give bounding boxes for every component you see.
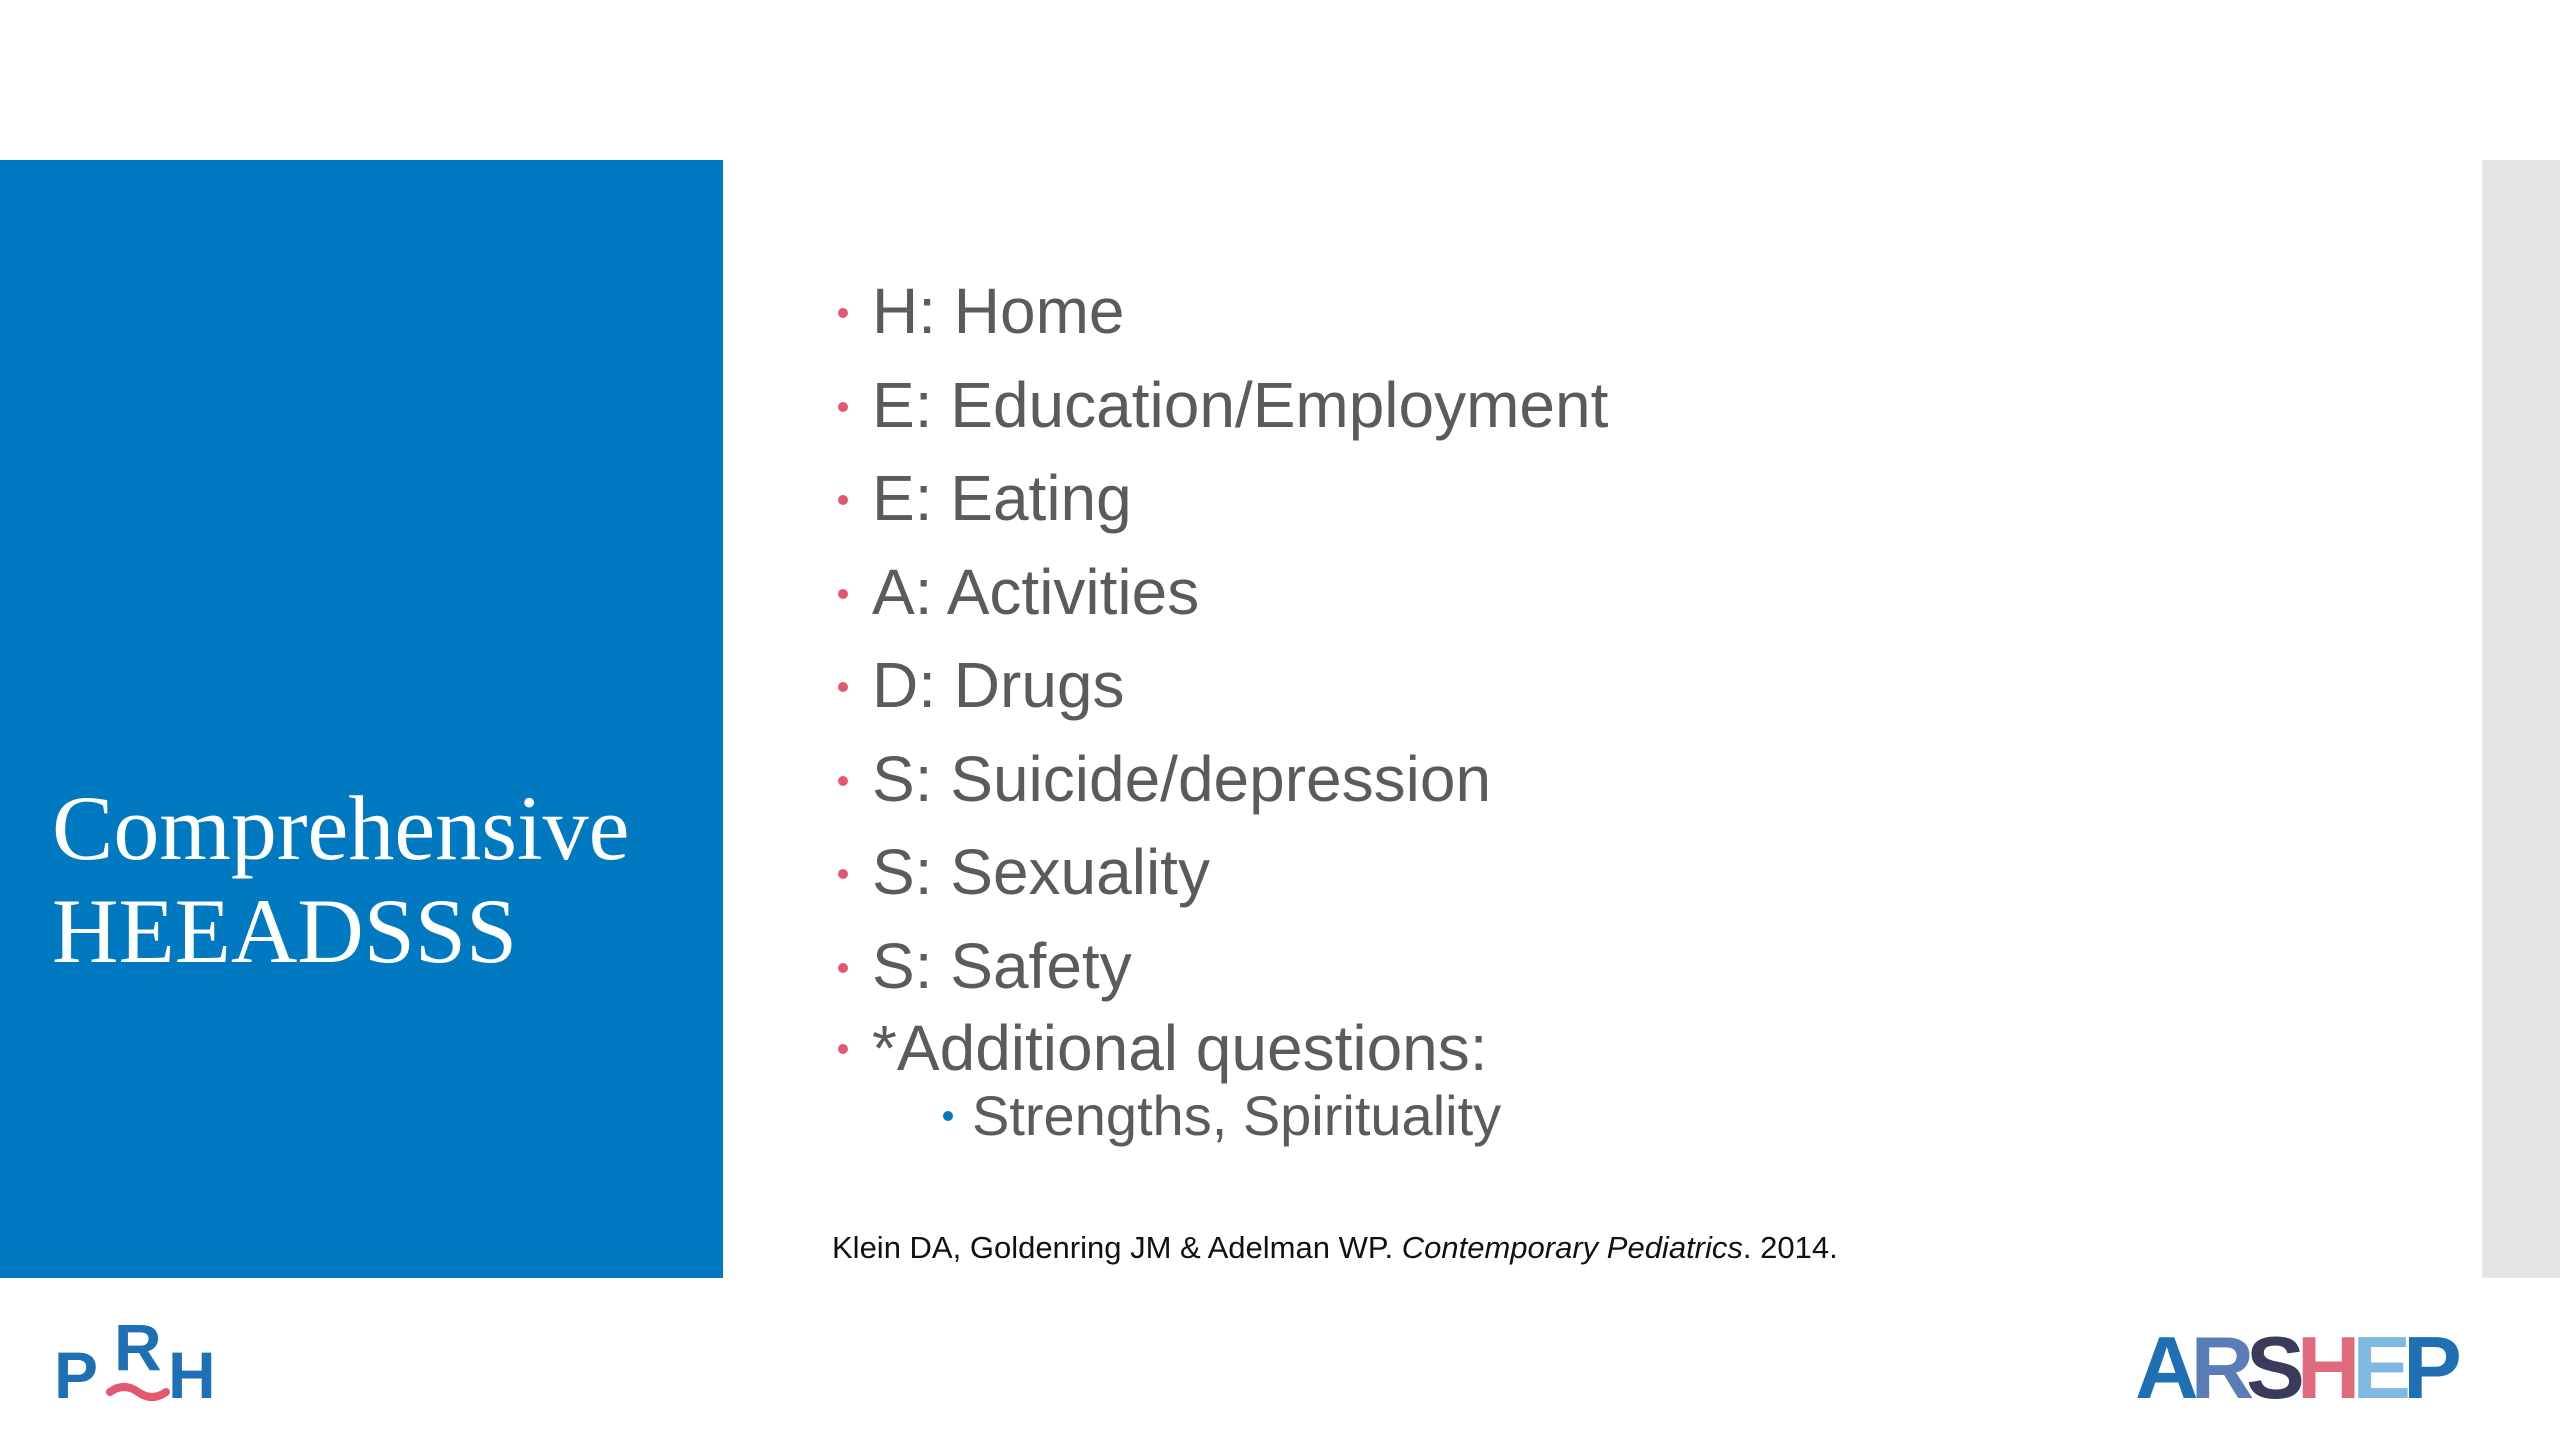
citation-journal: Contemporary Pediatrics: [1401, 1230, 1743, 1265]
bullet-dot-icon: [838, 776, 848, 786]
right-decorative-strip: [2482, 160, 2560, 1278]
bullet-dot-icon: [838, 308, 848, 318]
arshep-logo-letter-p: P: [2403, 1318, 2454, 1417]
prh-logo-letter-h: H: [168, 1338, 216, 1412]
citation-authors: Klein DA, Goldenring JM & Adelman WP.: [832, 1230, 1402, 1265]
prh-logo-wave: [110, 1387, 166, 1397]
title-panel: [0, 160, 723, 1278]
bullet-dot-icon: [838, 963, 848, 973]
slide-title: [52, 777, 692, 983]
citation-year: . 2014.: [1742, 1230, 1838, 1265]
bullet-list: [830, 265, 1608, 1149]
sub-bullet-text: Strengths, Spirituality: [972, 1084, 1502, 1147]
prh-logo-letter-p: P: [54, 1338, 99, 1412]
bullet-text: D: Drugs: [872, 649, 1125, 721]
bullet-dot-icon: [838, 495, 848, 505]
bullet-text: H: Home: [872, 275, 1125, 347]
slide-title-line-1: Comprehensive: [52, 777, 630, 879]
bullet-text: S: Sexuality: [872, 836, 1210, 908]
bullet-item-eating: [830, 452, 1608, 546]
prh-logo: [52, 1310, 242, 1410]
bullet-dot-icon: [838, 869, 848, 879]
bullet-text: S: Suicide/depression: [872, 742, 1492, 815]
arshep-logo-letter-h: H: [2296, 1318, 2353, 1417]
bullet-item-suicide: [830, 733, 1608, 827]
bullet-item-home: [830, 265, 1608, 359]
bullet-item-sexuality: [830, 826, 1608, 920]
bullet-text: A: Activities: [872, 555, 1200, 628]
bullet-item-safety: [830, 920, 1608, 1014]
sub-bullet-item: [936, 1083, 1608, 1149]
svg-text:ARSHEP: [2135, 1318, 2459, 1417]
bullet-text: *Additional questions:: [872, 1012, 1488, 1084]
bullet-dot-icon: [838, 589, 848, 599]
bullet-dot-icon: [838, 1044, 848, 1054]
arshep-logo: [2135, 1318, 2454, 1417]
bullet-item-drugs: [830, 639, 1608, 733]
citation: [832, 1230, 1838, 1266]
bullet-text: E: Eating: [872, 462, 1132, 534]
bullet-item-education: [830, 359, 1608, 453]
bullet-item-activities: [830, 546, 1608, 640]
slide-title-line-2: HEEADSSS: [52, 880, 518, 982]
bullet-text: E: Education/Employment: [872, 368, 1609, 441]
bullet-text: S: Safety: [872, 929, 1132, 1002]
bullet-dot-icon: [838, 682, 848, 692]
prh-logo-letter-r: R: [114, 1310, 162, 1384]
sub-bullet-dot-icon: [943, 1111, 953, 1121]
arshep-logo-letter-e: E: [2352, 1318, 2404, 1417]
bullet-dot-icon: [838, 402, 848, 412]
arshep-logo-letter-r: R: [2190, 1318, 2247, 1417]
arshep-logo-letter-s: S: [2246, 1318, 2297, 1417]
arshep-logo-letter-a: A: [2135, 1318, 2191, 1417]
bullet-item-additional: [830, 1013, 1608, 1083]
